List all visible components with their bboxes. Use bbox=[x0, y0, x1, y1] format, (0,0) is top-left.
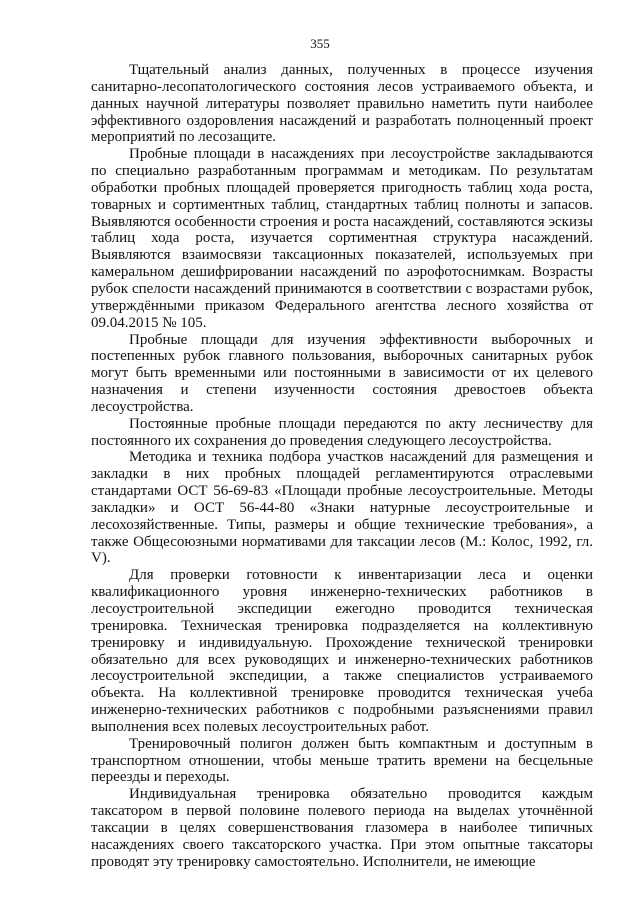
page-number: 355 bbox=[310, 36, 330, 51]
paragraph-7: Тренировочный полигон должен быть компактным и доступным в транспортном отношении, чтобы меньше тратить времени на бесцельные переезды и переходы. bbox=[91, 735, 593, 786]
document-body bbox=[91, 62, 593, 871]
paragraph-3: Пробные площади для изучения эффективности выборочных и постепенных рубок главного пользования, выборочных санитарных рубок могут быть временными или постоянными в зависимости от их целевого назначения и степени изученности состояния древостоев объекта лесоустройства. bbox=[91, 331, 593, 415]
paragraph-6: Для проверки готовности к инвентаризации леса и оценки квалификационного уровня инженерно-технических работников в лесоустроительной экспедиции ежегодно проводится техническая тренировка. Техническая тренировка подразделяется на коллективную тренировку и индивидуальную. Прохождение технической тренировки обязательно для всех руководящих и инженерно-технических работников лесоустроительной экспедиции, а также специалистов устраиваемого объекта. На коллективной тренировке проводится техническая учеба инженерно-технических работников с подробными разъяснениями правил выполнения всех полевых лесоустроительных работ. bbox=[91, 567, 593, 735]
paragraph-5: Методика и техника подбора участков насаждений для размещения и закладки в них пробных площадей регламентируются отраслевыми стандартами ОСТ 56-69-83 «Площади пробные лесоустроительные. Методы закладки» и ОСТ 56-44-80 «Знаки натурные лесоустроительные и лесохозяйственные. Типы, размеры и общие технические требования», а также Общесоюзными нормативами для таксации лесов (М.: Колос, 1992, гл. V). bbox=[91, 449, 593, 567]
paragraph-8: Индивидуальная тренировка обязательно проводится каждым таксатором в первой половине полевого периода на выделах уточнённой таксации в целях совершенствования глазомера в наиболее типичных насаждениях своего таксаторского участка. При этом опытные таксаторы проводят эту тренировку самостоятельно. Исполнители, не имеющие bbox=[91, 786, 593, 870]
paragraph-1: Тщательный анализ данных, полученных в процессе изучения санитарно-лесопатологического состояния лесов устраиваемого объекта, и данных научной литературы позволяет правильно наметить пути наиболее эффективного оздоровления насаждений и разработать полноценный проект мероприятий по лесозащите. bbox=[91, 62, 593, 146]
paragraph-2: Пробные площади в насаждениях при лесоустройстве закладываются по специально разработанным программам и методикам. По результатам обработки пробных площадей проверяется пригодность таблиц хода роста, товарных и сортиментных таблиц, стандартных таблиц полноты и запасов. Выявляются особенности строения и роста насаждений, составляются эскизы таблиц хода роста, изучается сортиментная структура насаждений. Выявляются взаимосвязи таксационных показателей, используемых при камеральном дешифрировании насаждений по аэрофотоснимкам. Возрасты рубок спелости насаждений принимаются в соответствии с возрастами рубок, утверждёнными приказом Федерального агентства лесного хозяйства от 09.04.2015 № 105. bbox=[91, 146, 593, 331]
paragraph-4: Постоянные пробные площади передаются по акту лесничеству для постоянного их сохранения до проведения следующего лесоустройства. bbox=[91, 415, 593, 449]
